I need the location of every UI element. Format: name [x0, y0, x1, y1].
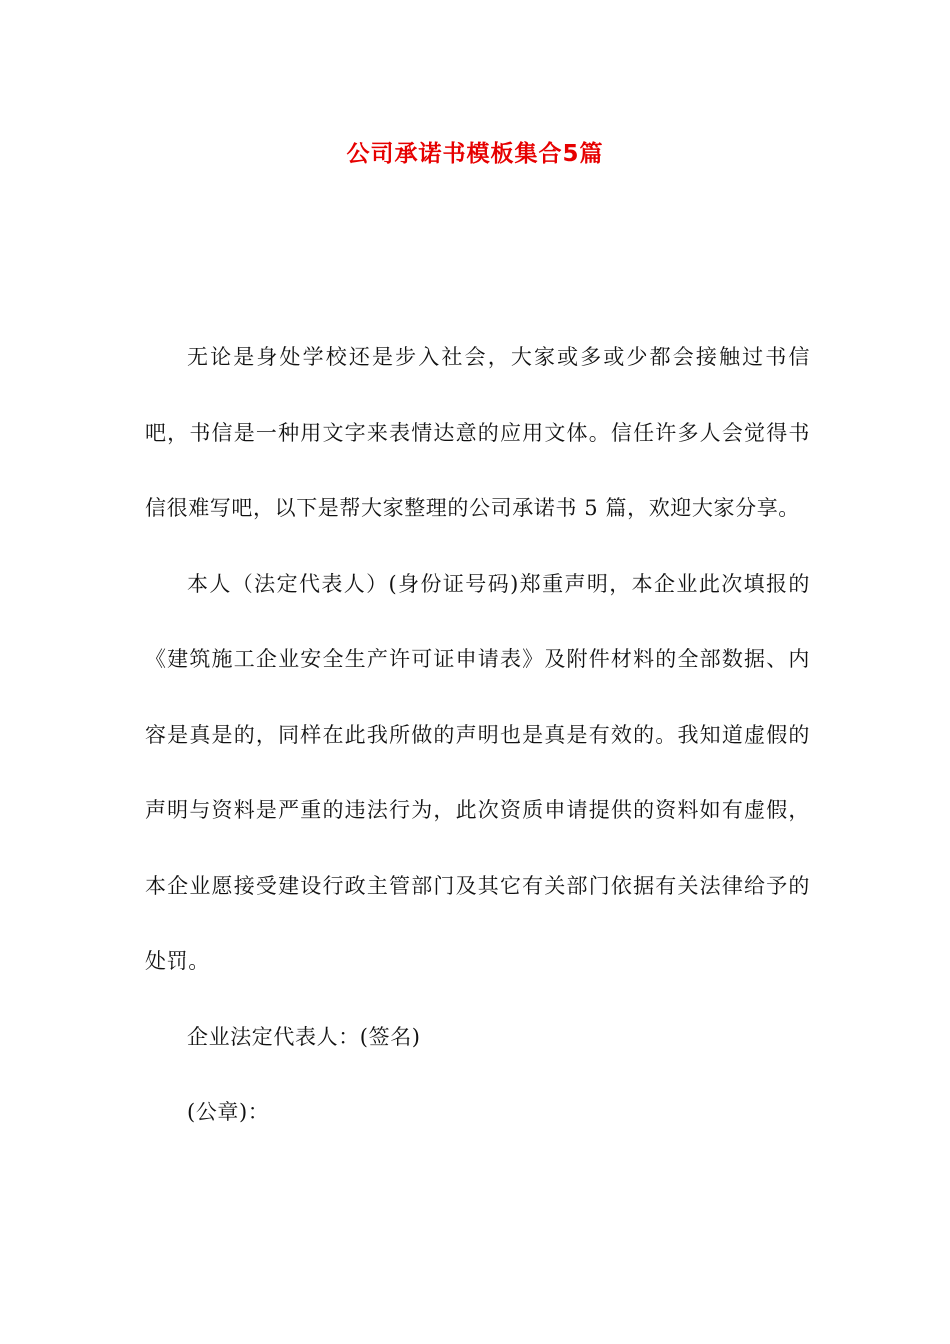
paragraph-declaration: 本人（法定代表人）(身份证号码)郑重声明，本企业此次填报的《建筑施工企业安全生产许可证申请表》及附件材料的全部数据、内容是真是的，同样在此我所做的声明也是真是有效的。我知道虚假的声明与资料是严重的违法行为，此次资质申请提供的资料如有虚假，本企业愿接受建设行政主管部门及其它有关部门依据有关法律给予的处罚。: [145, 571, 810, 973]
document-title: 公司承诺书模板集合5篇: [346, 141, 604, 167]
paragraph-seal-line: (公章)：: [187, 1100, 270, 1124]
document-body: [145, 320, 810, 1151]
paragraph-intro: 无论是身处学校还是步入社会，大家或多或少都会接触过书信吧，书信是一种用文字来表情达意的应用文体。信任许多人会觉得书信很难写吧，以下是帮大家整理的公司承诺书 5 篇，欢迎大家分享。: [145, 345, 810, 520]
paragraph-signature-line: 企业法定代表人：(签名): [187, 1024, 421, 1049]
